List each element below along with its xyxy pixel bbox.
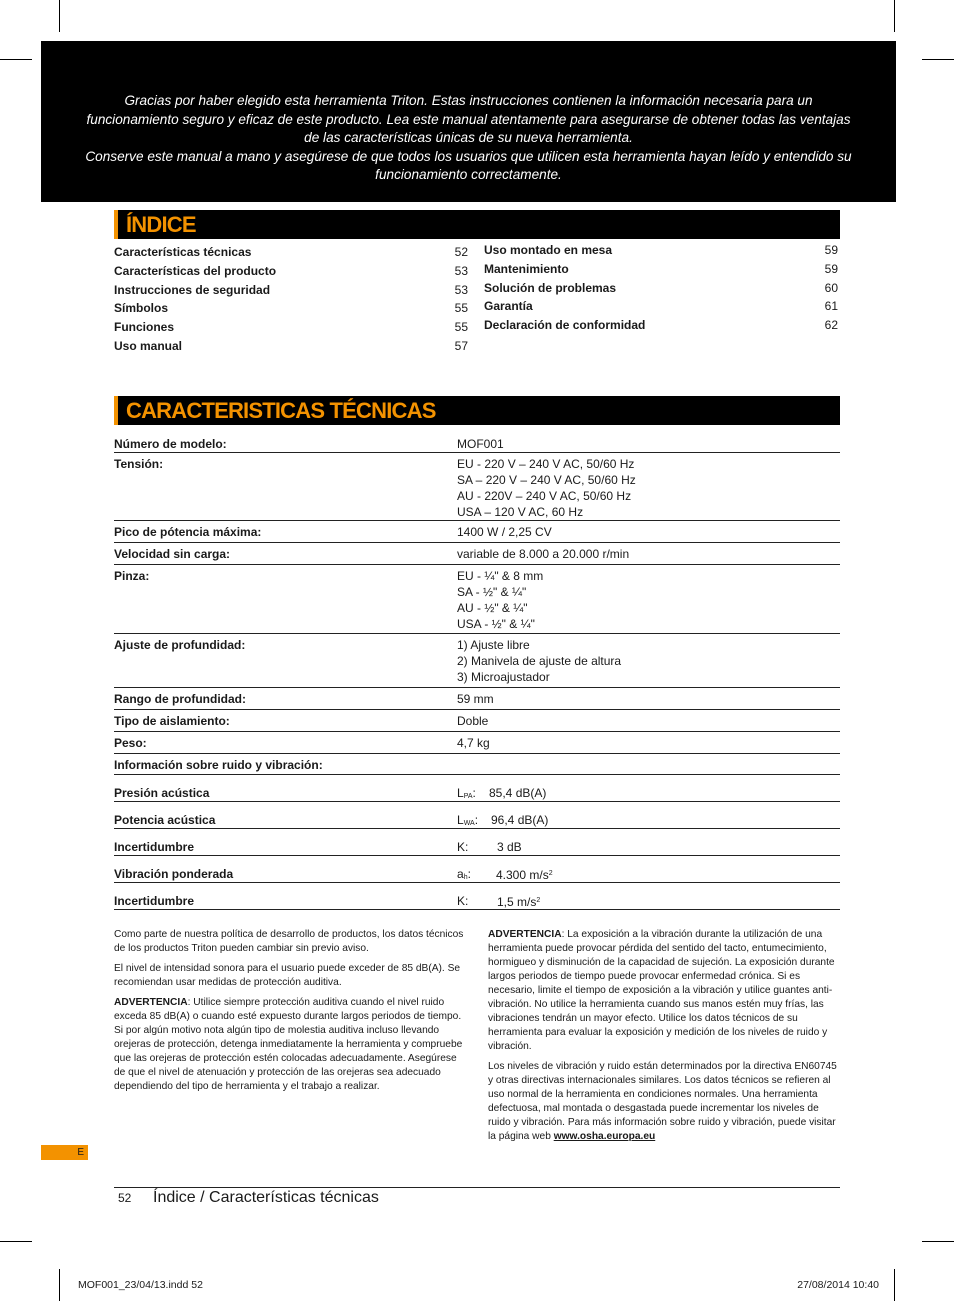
noise-value: 85,4 dB(A) xyxy=(489,786,547,800)
noise-value: 3 dB xyxy=(497,840,522,854)
toc-page: 59 xyxy=(824,261,838,276)
toc-entry[interactable] xyxy=(484,316,838,335)
noise-value: 96,4 dB(A) xyxy=(491,813,549,827)
spec-line: AU - 220V – 240 V AC, 50/60 Hz xyxy=(457,489,632,503)
toc-page: 60 xyxy=(824,280,838,295)
spec-row xyxy=(114,521,840,543)
noise-symbol: $a_h$: xyxy=(457,867,471,881)
spec-row xyxy=(114,688,840,710)
toc-page: 59 xyxy=(824,243,838,257)
noise-row xyxy=(114,829,840,856)
intro-banner xyxy=(41,41,896,202)
spec-value: 1400 W / 2,25 CV xyxy=(457,525,552,539)
toc-page: 62 xyxy=(824,318,838,333)
slug-date: 27/08/2014 10:40 xyxy=(797,1279,879,1291)
notes-left xyxy=(114,928,464,1100)
spec-row xyxy=(114,754,840,775)
spec-key: Tipo de aislamiento: xyxy=(114,714,230,728)
spec-key: Pico de pótencia máxima: xyxy=(114,525,262,539)
toc-label: Mantenimiento xyxy=(484,261,569,276)
crop-mark xyxy=(59,0,60,32)
toc-label: Garantía xyxy=(484,299,533,314)
noise-key: Presión acústica xyxy=(114,786,210,800)
crop-mark xyxy=(59,1269,60,1301)
accent-marker xyxy=(114,210,118,239)
spec-row xyxy=(114,565,840,634)
toc-label: Uso manual xyxy=(114,338,183,353)
toc-entry[interactable] xyxy=(114,299,468,318)
toc-label: Solución de problemas xyxy=(484,280,617,295)
noise-key: Potencia acústica xyxy=(114,813,216,827)
spec-row xyxy=(114,634,840,688)
noise-symbol: K: xyxy=(457,840,469,854)
toc-entry[interactable] xyxy=(114,243,468,262)
spec-line: 1) Ajuste libre xyxy=(457,638,530,652)
toc-page: 55 xyxy=(454,301,468,316)
spec-value: 4,7 kg xyxy=(457,736,490,750)
language-code: E xyxy=(77,1147,84,1158)
toc-right xyxy=(484,241,838,335)
toc-entry[interactable] xyxy=(114,318,468,337)
toc-entry[interactable] xyxy=(114,337,468,356)
spec-row xyxy=(114,732,840,754)
notes-right xyxy=(488,928,838,1150)
index-title: ÍNDICE xyxy=(126,212,196,237)
specs-header xyxy=(114,396,840,425)
toc-entry[interactable] xyxy=(484,260,838,279)
crop-mark xyxy=(0,59,32,60)
toc-label: Características del producto xyxy=(114,263,277,278)
noise-row xyxy=(114,802,840,829)
spec-value: variable de 8.000 a 20.000 r/min xyxy=(457,547,630,561)
page-number: 52 xyxy=(118,1191,132,1205)
toc-label: Funciones xyxy=(114,320,175,335)
accent-marker xyxy=(114,396,118,425)
toc-entry[interactable] xyxy=(484,279,838,298)
noise-row xyxy=(114,775,840,802)
spec-line: AU - ½" & ¼" xyxy=(457,601,528,615)
specs-title: CARACTERISTICAS TÉCNICAS xyxy=(126,398,436,423)
crop-mark xyxy=(922,1241,954,1242)
warning-label: ADVERTENCIA xyxy=(114,997,188,1008)
toc-entry[interactable] xyxy=(484,241,838,260)
spec-value: Doble xyxy=(457,714,489,728)
crop-mark xyxy=(922,59,954,60)
toc-page: 57 xyxy=(454,338,468,353)
crop-mark xyxy=(0,1241,32,1242)
index-header xyxy=(114,210,840,239)
noise-symbol: $L_{WA}$: xyxy=(457,813,479,827)
spec-key: Peso: xyxy=(114,736,147,750)
toc-page: 52 xyxy=(454,245,468,259)
spec-value: MOF001 xyxy=(457,437,504,451)
note-paragraph: Como parte de nuestra política de desarrollo de productos, los datos técnicos de los productos Triton pueden cambiar sin previo aviso. xyxy=(114,929,464,954)
toc-entry[interactable] xyxy=(114,262,468,281)
crop-mark xyxy=(894,1269,895,1301)
intro-text-2: Conserve este manual a mano y asegúrese de que todos los usuarios que utilicen esta herramienta hayan leído y entendido su funcionamiento correctamente. xyxy=(85,148,852,182)
spec-line: USA – 120 V AC, 60 Hz xyxy=(457,505,584,519)
language-tab xyxy=(41,1145,88,1160)
spec-line: SA – 220 V – 240 V AC, 50/60 Hz xyxy=(457,473,636,487)
note-paragraph: El nivel de intensidad sonora para el usuario puede exceder de 85 dB(A). Se recomiendan usar medidas de protección auditiva. xyxy=(114,963,461,988)
toc-page: 55 xyxy=(454,320,468,335)
noise-symbol: K: xyxy=(457,894,469,908)
spec-value xyxy=(457,456,636,520)
spec-value xyxy=(457,568,543,632)
spec-row xyxy=(114,710,840,732)
noise-symbol: $L_{PA}$: xyxy=(457,786,476,800)
spec-key: Número de modelo: xyxy=(114,437,227,451)
spec-key: Pinza: xyxy=(114,569,150,583)
toc-label: Instrucciones de seguridad xyxy=(114,282,271,297)
noise-key: Incertidumbre xyxy=(114,894,195,908)
footer-divider xyxy=(114,1187,840,1188)
warning-text: : Utilice siempre protección auditiva cuando el nivel ruido exceda 85 dB(A) o cuando esté expuesto durante largos periodos de tiempo. Si por algún motivo nota algún tipo de molestia auditiva incluso llevando orejeras de protección, detenga inmediatamente la herramienta y compruebe que las orejeras de protección estén colocadas adecuadamente. Asegúrese de que el nivel de atenuación y protección de las orejeras sea adecuado dependiendo del tipo de herramienta y el trabajo a realizar. xyxy=(114,997,463,1092)
slug-file: MOF001_23/04/13.indd 52 xyxy=(78,1279,203,1291)
spec-key: Velocidad sin carga: xyxy=(114,547,231,561)
toc-page: 53 xyxy=(454,263,468,278)
spec-key: Tensión: xyxy=(114,457,164,471)
spec-line: 3) Microajustador xyxy=(457,670,550,684)
osha-link[interactable]: www.osha.europa.eu xyxy=(553,1131,656,1142)
noise-value: 4.300 $m/s^2$ xyxy=(496,868,553,882)
noise-key: Incertidumbre xyxy=(114,840,195,854)
toc-page: 53 xyxy=(454,282,468,297)
toc-label: Uso montado en mesa xyxy=(484,243,613,257)
note-paragraph: Los niveles de vibración y ruido están determinados por la directiva EN60745 y otras directivas internacionales similares. Los datos técnicos se refieren al uso normal de la herramienta en condiciones normales. Una herramienta defectuosa, mal montada o desgastada puede incrementar los niveles de ruido y vibración. Para más información sobre ruido y vibración, puede visitar la página web www.osha.europa.eu xyxy=(488,1061,837,1142)
toc-label: Características técnicas xyxy=(114,245,252,259)
warning-paragraph xyxy=(114,996,464,1094)
spec-row xyxy=(114,433,840,453)
spec-key: Información sobre ruido y vibración: xyxy=(114,758,323,772)
spec-line: EU - 220 V – 240 V AC, 50/60 Hz xyxy=(457,457,635,471)
toc-label: Declaración de conformidad xyxy=(484,318,646,333)
spec-line: 2) Manivela de ajuste de altura xyxy=(457,654,622,668)
toc-label: Símbolos xyxy=(114,301,169,316)
spec-row xyxy=(114,453,840,521)
spec-key: Rango de profundidad: xyxy=(114,692,246,706)
spec-line: EU - ¼" & 8 mm xyxy=(457,569,544,583)
intro-text: Gracias por haber elegido esta herramienta Triton. Estas instrucciones contienen la información necesaria para un funcionamiento seguro y eficaz de este producto. Lea este manual atentamente para asegurarse de obtener todas las ventajas de las características únicas de su nueva herramienta. xyxy=(86,93,851,145)
specs-table xyxy=(114,433,840,910)
spec-value: 59 mm xyxy=(457,692,494,706)
toc-left xyxy=(114,243,468,356)
toc-entry[interactable] xyxy=(114,281,468,300)
spec-row xyxy=(114,543,840,565)
spec-key: Ajuste de profundidad: xyxy=(114,638,246,652)
noise-row xyxy=(114,856,840,883)
crop-mark xyxy=(894,0,895,32)
spec-value xyxy=(457,637,621,685)
footer-title: Índice / Características técnicas xyxy=(153,1189,379,1206)
spec-line: SA - ½" & ¼" xyxy=(457,585,527,599)
spec-line: USA - ½" & ¼" xyxy=(457,617,535,631)
warning-text: : La exposición a la vibración durante la utilización de una herramienta puede provocar pérdida del sentido del tacto, entumecimiento, hormigueo y disminución de la capacidad de sujeción. La exposición durante largos periodos de tiempo puede provocar enfermedad crónica. Si es necesario, limite el tiempo de exposición a la vibración y utilice guantes anti-vibración. No utilice la herramienta cuando sus manos estén muy frías, las vibraciones tendrán un mayor efecto. Utilice los datos técnicos de su herramienta para evaluar la exposición y medición de los niveles de ruido y vibración. xyxy=(488,929,835,1052)
toc-entry[interactable] xyxy=(484,297,838,316)
noise-value: 1,5 $m/s^2$ xyxy=(497,895,541,909)
toc-page: 61 xyxy=(824,299,838,314)
noise-row xyxy=(114,883,840,910)
warning-paragraph xyxy=(488,928,838,1054)
noise-key: Vibración ponderada xyxy=(114,867,234,881)
warning-label: ADVERTENCIA xyxy=(488,929,562,940)
